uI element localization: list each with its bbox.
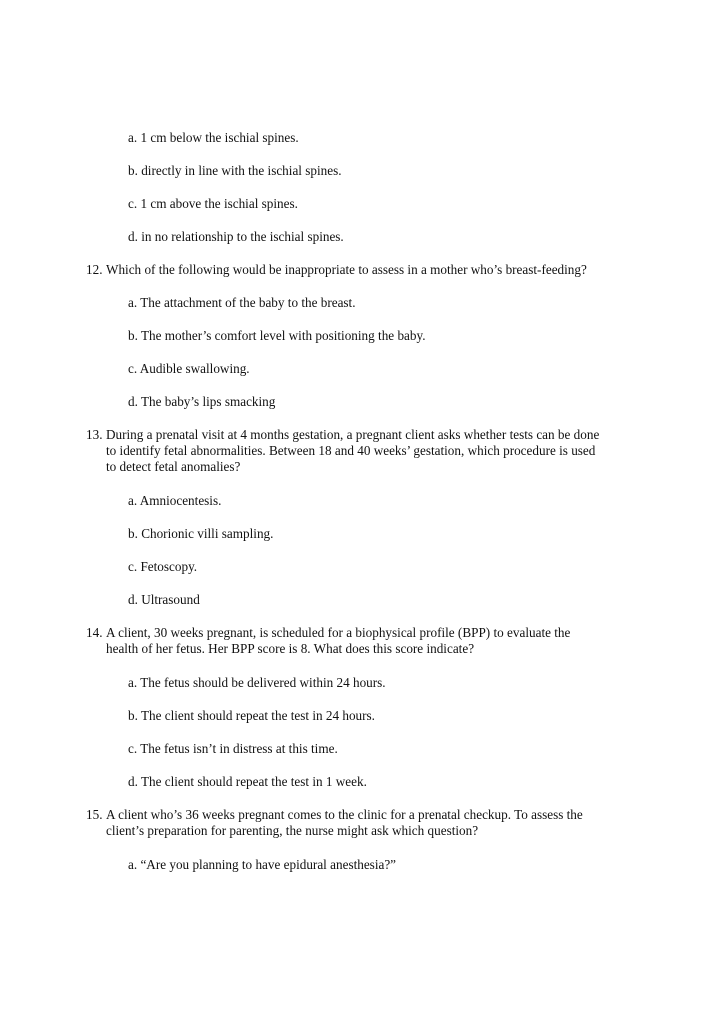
option-b: b. Chorionic villi sampling. — [128, 526, 274, 541]
question-text: Which of the following would be inappropriate to assess in a mother who’s breast-feeding? — [106, 262, 587, 277]
option-b: b. directly in line with the ischial spines. — [128, 163, 342, 178]
question-text: client’s preparation for parenting, the nurse might ask which question? — [106, 823, 479, 838]
option-c: c. 1 cm above the ischial spines. — [128, 196, 298, 211]
question-number: 12. — [86, 262, 103, 277]
option-a: a. The attachment of the baby to the breast. — [128, 295, 356, 310]
option-d: d. The client should repeat the test in 1 week. — [128, 774, 367, 789]
question-text: A client, 30 weeks pregnant, is scheduled for a biophysical profile (BPP) to evaluate the — [106, 625, 571, 640]
question-text: to detect fetal anomalies? — [106, 459, 241, 474]
question-text: to identify fetal abnormalities. Between 18 and 40 weeks’ gestation, which procedure is used — [106, 443, 596, 458]
option-c: c. Audible swallowing. — [128, 361, 250, 376]
option-a: a. “Are you planning to have epidural anesthesia?” — [128, 857, 397, 872]
question-text: health of her fetus. Her BPP score is 8. What does this score indicate? — [106, 641, 475, 656]
option-b: b. The client should repeat the test in 24 hours. — [128, 708, 375, 723]
option-a: a. 1 cm below the ischial spines. — [128, 130, 299, 145]
question-text: A client who’s 36 weeks pregnant comes to the clinic for a prenatal checkup. To assess the — [106, 807, 583, 822]
option-a: a. Amniocentesis. — [128, 493, 222, 508]
option-c: c. The fetus isn’t in distress at this time. — [128, 741, 338, 756]
option-d: d. in no relationship to the ischial spines. — [128, 229, 344, 244]
question-number: 13. — [86, 427, 103, 442]
option-d: d. Ultrasound — [128, 592, 200, 607]
question-number: 15. — [86, 807, 103, 822]
question-number: 14. — [86, 625, 103, 640]
option-b: b. The mother’s comfort level with positioning the baby. — [128, 328, 426, 343]
option-a: a. The fetus should be delivered within 24 hours. — [128, 675, 386, 690]
option-c: c. Fetoscopy. — [128, 559, 198, 574]
option-d: d. The baby’s lips smacking — [128, 394, 276, 409]
question-text: During a prenatal visit at 4 months gestation, a pregnant client asks whether tests can be done — [106, 427, 600, 442]
